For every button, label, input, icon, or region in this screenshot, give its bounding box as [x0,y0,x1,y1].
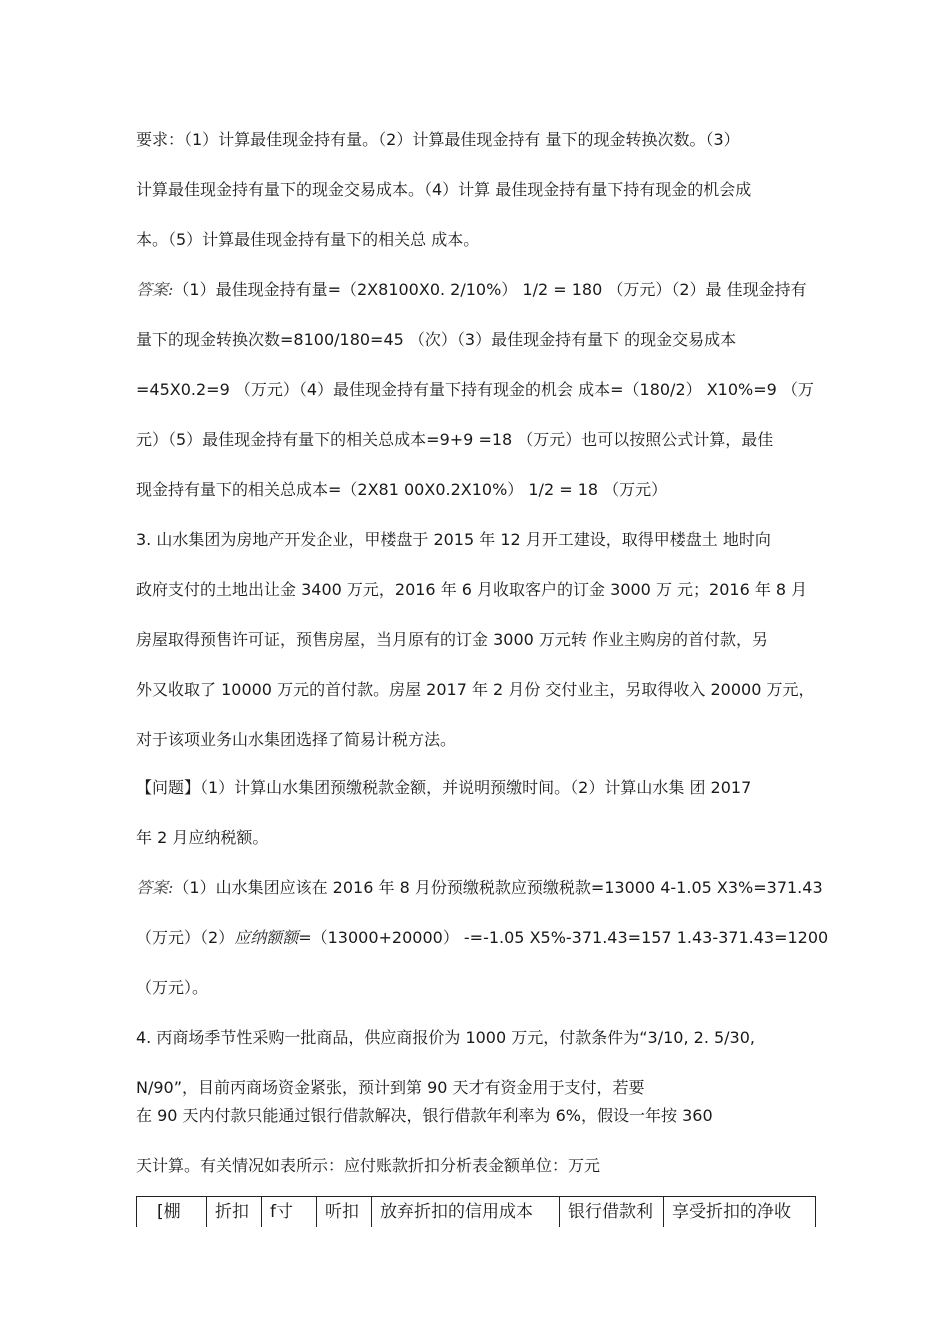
text-line: 政府支付的土地出让金 3400 万元，2016 年 6 月收取客户的订金 3000 万 元；2016 年 8 月 [136,580,808,599]
table-header-cell: 听扣 [317,1197,372,1227]
answer-text: （1）最佳现金持有量=（2X8100X0. 2/10%） 1/2 = 180 （万元）（2）最 佳现金持有 [173,280,807,299]
text-line: 在 90 天内付款只能通过银行借款解决，银行借款年利率为 6%，假设一年按 360 [136,1106,713,1125]
answer-label: 答案: [136,280,174,299]
table-header-cell: [棚 [137,1197,207,1227]
table-header-cell: 银行借款利 [560,1197,664,1227]
table-header-cell: 折扣 [207,1197,262,1227]
text-line: 量下的现金转换次数=8100/180=45 （次）（3）最佳现金持有量下 的现金交易成本 [136,330,737,349]
text-line: 房屋取得预售许可证，预售房屋，当月原有的订金 3000 万元转 作业主购房的首付款，另 [136,630,768,649]
text-line: 要求：（1）计算最佳现金持有量。（2）计算最佳现金持有 量下的现金转换次数。（3） [136,130,740,149]
answer-part: （万元）（2） [136,928,235,947]
text-line: =45X0.2=9 （万元）（4）最佳现金持有量下持有现金的机会 成本=（180/2） X10%=9 （万 [136,380,814,399]
tax-label: 应纳额额= [234,928,312,947]
question-line: 【问题】（1）计算山水集团预缴税款金额，并说明预缴时间。（2）计算山水集 团 2017 [136,778,752,797]
text-line: 外又收取了 10000 万元的首付款。房屋 2017 年 2 月份 交付业主，另取得收入 20000 万元， [136,680,815,699]
text-line: 对于该项业务山水集团选择了简易计税方法。 [136,730,457,749]
question-3-line: 3. 山水集团为房地产开发企业，甲楼盘于 2015 年 12 月开工建设，取得甲楼盘土 地时向 [136,530,771,549]
table-header-cell: 放弃折扣的信用成本 [372,1197,560,1227]
answer-text: （1）山水集团应该在 2016 年 8 月份预缴税款应预缴税款=13000 4-1.05 X3%=371.43 [173,878,823,897]
answer-label: 答案: [136,878,174,897]
text-line: 本。（5）计算最佳现金持有量下的相关总 成本。 [136,230,480,249]
answer-part: （13000+20000） -=-1.05 X5%-371.43=157 1.43-371.43=1200 [311,928,829,947]
text-line: 天计算。有关情况如表所示：应付账款折扣分析表金额单位：万元 [136,1156,601,1175]
answer-line [136,878,823,898]
question-4-line: 4. 丙商场季节性采购一批商品，供应商报价为 1000 万元，付款条件为“3/10, 2. 5/30, [136,1028,756,1047]
table-header-cell: 享受折扣的净收 [672,1202,791,1222]
text-line: （万元）。 [136,978,209,997]
text-line: 元）（5）最佳现金持有量下的相关总成本=9+9 =18 （万元）也可以按照公式计算，最佳 [136,430,774,449]
text-line: 年 2 月应纳税额。 [136,828,269,847]
text-line: N/90”，目前丙商场资金紧张，预计到第 90 天才有资金用于支付，若要 [136,1078,645,1097]
discount-analysis-table [136,1196,816,1227]
answer-line [136,280,807,300]
text-line: 现金持有量下的相关总成本=（2X81 00X0.2X10%） 1/2 = 18 （万元） [136,480,668,499]
text-line: 计算最佳现金持有量下的现金交易成本。（4）计算 最佳现金持有量下持有现金的机会成 [136,180,752,199]
table-header-cell: f寸 [262,1197,317,1227]
text-line [136,928,828,948]
